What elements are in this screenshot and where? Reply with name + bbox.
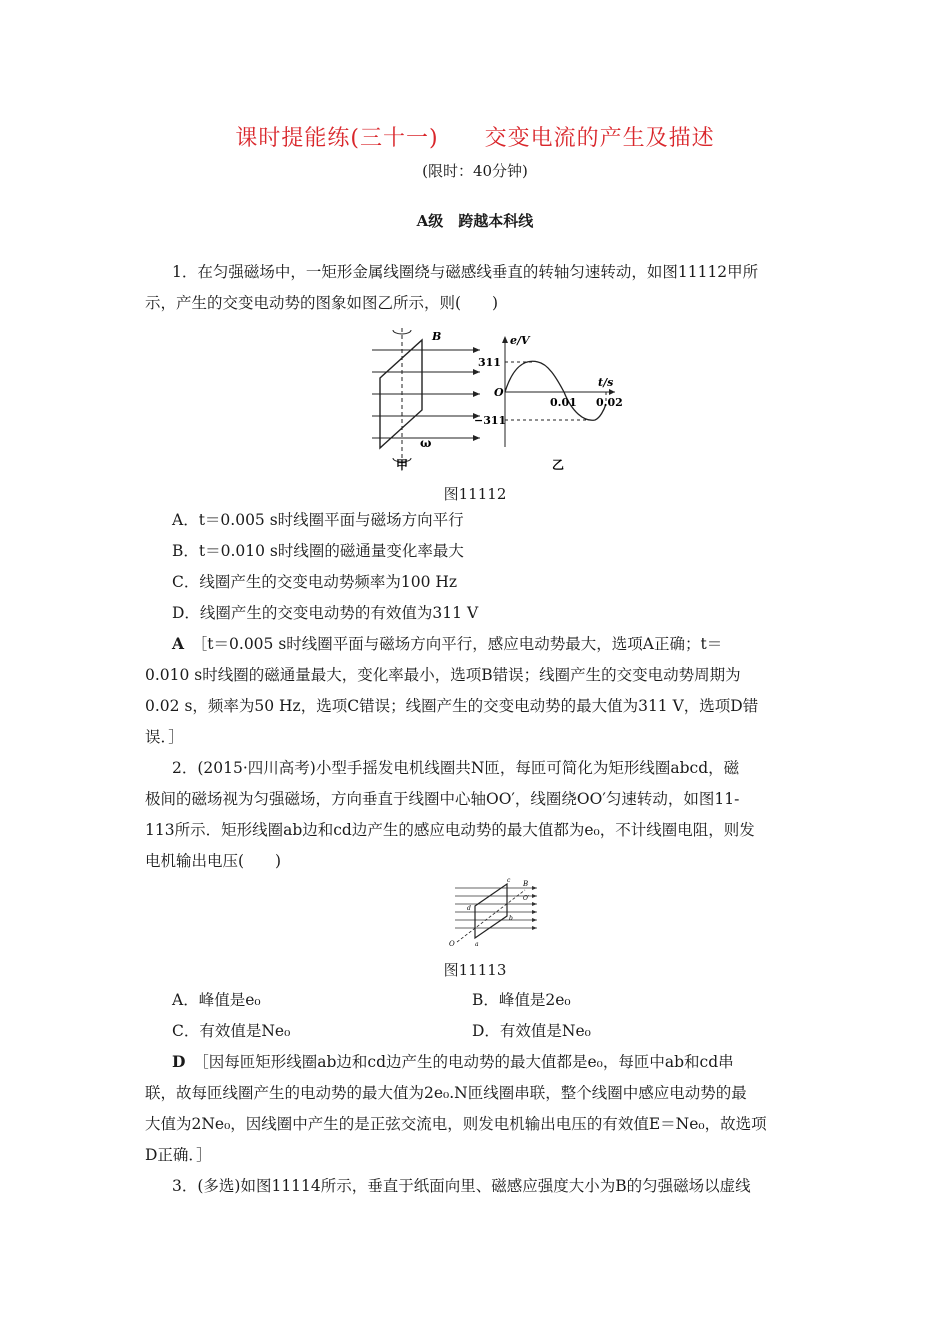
- q1-option-c: C．线圈产生的交变电动势频率为100 Hz: [172, 573, 458, 591]
- graph-axes: [505, 340, 615, 447]
- q3-line-1: 3．(多选)如图11114所示，垂直于纸面向里、磁感应强度大小为B的匀强磁场以虚线: [172, 1177, 751, 1195]
- label-a: a: [475, 941, 479, 948]
- trough-label: −311: [474, 414, 507, 427]
- page-title: 课时提能练(三十一) 交变电流的产生及描述: [235, 126, 715, 151]
- q1-option-a: A．t＝0.005 s时线圈平面与磁场方向平行: [172, 511, 464, 529]
- q1-answer-line-4: 误．］: [145, 728, 184, 746]
- q2-option-d: D．有效值是Ne₀: [472, 1022, 591, 1040]
- coil-abcd: [475, 884, 507, 938]
- sine-curve: [505, 361, 606, 420]
- q2-answer-letter: D: [172, 1052, 186, 1071]
- time-limit: (限时：40分钟): [422, 162, 528, 180]
- q2-answer-line-1: D ［因每匝矩形线圈ab边和cd边产生的电动势的最大值都是e₀，每匝中ab和cd串: [172, 1052, 734, 1071]
- q1-answer-line-3: 0.02 s，频率为50 Hz，选项C错误；线圈产生的交变电动势的最大值为311 V，选项D错: [145, 697, 759, 715]
- tick-001: 0.01: [550, 396, 577, 409]
- x-axis-label: t/s: [598, 376, 614, 389]
- label-c: c: [507, 877, 511, 884]
- q2-answer-line-4: D正确．］: [145, 1146, 212, 1164]
- label-o: O: [449, 940, 455, 948]
- label-o-prime: O′: [523, 895, 530, 902]
- peak-label: 311: [478, 356, 501, 369]
- q2-figure: [445, 876, 545, 948]
- origin-label: O: [494, 386, 504, 399]
- label-b: B: [523, 880, 529, 888]
- q2-line-1: 2．(2015·四川高考)小型手摇发电机线圈共N匝，每匝可简化为矩形线圈abcd，磁: [172, 759, 740, 777]
- q1-line-1: 1．在匀强磁场中，一矩形金属线圈绕与磁感线垂直的转轴匀速转动，如图11112甲所: [172, 263, 759, 281]
- q2-line-4: 电机输出电压( ): [145, 852, 282, 870]
- q1-caption: 图11112: [443, 485, 507, 503]
- field-lines: [372, 350, 480, 438]
- q2-answer-line-2: 联，故每匝线圈产生的电动势的最大值为2e₀.N匝线圈串联，整个线圈中感应电动势的最: [145, 1084, 747, 1102]
- y-axis-label: e/V: [510, 334, 530, 347]
- section-heading: A级 跨越本科线: [416, 212, 534, 230]
- label-d: d: [467, 905, 471, 912]
- q2-line-3: 113所示．矩形线圈ab边和cd边产生的感应电动势的最大值都为e₀，不计线圈电阻，则发: [145, 821, 755, 839]
- q1-answer-letter: A: [172, 634, 185, 653]
- q2-line-2: 极间的磁场视为匀强磁场，方向垂直于线圈中心轴OO′，线圈绕OO′匀速转动，如图11-: [145, 790, 740, 808]
- tick-002: 0.02: [596, 396, 623, 409]
- label-omega: ω: [420, 436, 432, 450]
- label-yi: 乙: [552, 458, 565, 472]
- q2-option-b: B．峰值是2e₀: [472, 991, 571, 1009]
- q1-line-2: 示，产生的交变电动势的图象如图乙所示，则( ): [145, 294, 499, 312]
- q2-answer-line-3: 大值为2Ne₀，因线圈中产生的是正弦交流电，则发电机输出电压的有效值E＝Ne₀，故选项: [145, 1115, 767, 1133]
- q1-figure: [360, 322, 623, 477]
- q1-answer-line-1: A ［t＝0.005 s时线圈平面与磁场方向平行，感应电动势最大，选项A正确；t＝: [172, 634, 723, 653]
- q2-option-c: C．有效值是Ne₀: [172, 1022, 291, 1040]
- q1-option-b: B．t＝0.010 s时线圈的磁通量变化率最大: [172, 542, 464, 560]
- q1-answer-line-2: 0.010 s时线圈的磁通量最大，变化率最小，选项B错误；线圈产生的交变电动势周期为: [145, 666, 741, 684]
- label-b2: b: [509, 915, 513, 922]
- q1-option-d: D．线圈产生的交变电动势的有效值为311 V: [172, 604, 479, 622]
- q2-option-a: A．峰值是e₀: [172, 991, 261, 1009]
- q2-caption: 图11113: [443, 961, 507, 979]
- label-b: B: [432, 330, 442, 343]
- label-jia: 甲: [396, 458, 409, 472]
